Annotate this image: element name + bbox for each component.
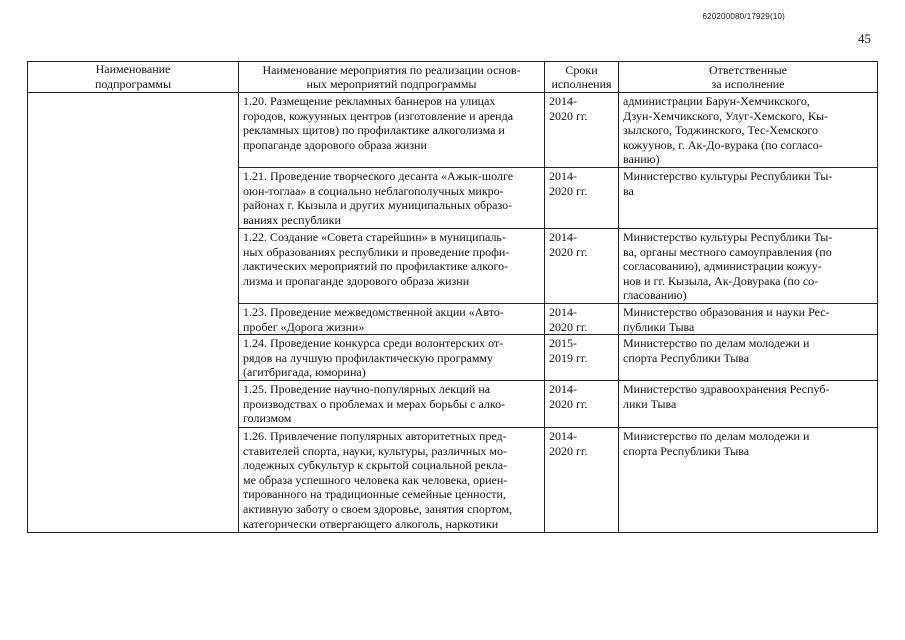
header-responsible [619, 62, 878, 93]
document-id: 620200080/17929(10) [702, 12, 785, 21]
cell-line: лизма и пропаганде здорового образа жизни [243, 273, 470, 288]
cell-line: 1.26. Привлечение популярных авторитетных пред- [243, 428, 507, 443]
responsible-cell [619, 167, 878, 228]
cell-line: 2014- [549, 381, 577, 396]
events-table [27, 61, 878, 533]
period-cell [545, 427, 619, 532]
cell-line: Министерство по делам молодежи и [623, 336, 810, 351]
cell-line: публики Тыва [623, 319, 695, 334]
cell-line: Министерство образования и науки Рес- [623, 304, 830, 319]
responsible-cell [619, 93, 878, 168]
cell-line: 2019 гг. [549, 350, 588, 365]
cell-line: ме образа успешного человека как человека, ориен- [243, 472, 508, 487]
cell-line: ванию) [623, 152, 660, 167]
page-number: 45 [858, 31, 871, 46]
cell-line: 2014- [549, 428, 577, 443]
subprogram-cell [28, 93, 239, 533]
header-line: Наименование мероприятия по реализации основ- [262, 62, 521, 77]
cell-line: Министерство культуры Республики Ты- [623, 229, 833, 244]
period-cell [545, 228, 619, 303]
cell-line: Министерство здравоохранения Респуб- [623, 381, 830, 396]
header-period [545, 62, 619, 93]
header-line: Сроки [565, 62, 598, 77]
cell-line: 2014- [549, 94, 577, 108]
cell-line: активную заботу о своем здоровье, занятия спортом, [243, 501, 513, 516]
cell-line: 2020 гг. [549, 396, 588, 411]
cell-line: 2020 гг. [549, 183, 588, 198]
cell-line: кожуунов, г. Ак-До-вурака (по согласо- [623, 137, 823, 152]
cell-line: пробег «Дорога жизни» [243, 319, 365, 334]
cell-line: 1.25. Проведение научно-популярных лекций на [243, 381, 491, 396]
event-cell [239, 167, 545, 228]
cell-line: голизмом [243, 411, 292, 426]
cell-line: согласованию), администрации кожуу- [623, 259, 822, 274]
cell-line: 1.20. Размещение рекламных баннеров на улицах [243, 94, 496, 108]
cell-line: 2014- [549, 304, 577, 319]
cell-line: 2020 гг. [549, 244, 588, 259]
cell-line: (агитбригада, юморина) [243, 365, 366, 380]
responsible-cell [619, 427, 878, 532]
cell-line: Министерство культуры Республики Ты- [623, 168, 833, 183]
cell-line: лактических мероприятий по профилактике алкого- [243, 259, 509, 274]
event-cell [239, 228, 545, 303]
event-cell [239, 335, 545, 381]
cell-line: администрации Барун-Хемчикского, [623, 94, 810, 108]
cell-line: 1.23. Проведение межведомственной акции «Авто- [243, 304, 504, 319]
cell-line: Министерство по делам молодежи и [623, 428, 810, 443]
cell-line: рекламных щитов) по профилактике алкоголизма и [243, 123, 505, 138]
responsible-cell [619, 335, 878, 381]
event-cell [239, 380, 545, 427]
period-cell [545, 380, 619, 427]
cell-line: 2015- [549, 336, 577, 351]
cell-line: производствах о проблемах и мерах борьбы с алко- [243, 396, 506, 411]
period-cell [545, 335, 619, 381]
header-line: за исполнение [711, 77, 785, 92]
period-cell [545, 303, 619, 334]
cell-line: тированного на традиционные семейные ценности, [243, 487, 506, 502]
cell-line: 1.24. Проведение конкурса среди волонтерских от- [243, 336, 504, 351]
header-line: исполнения [551, 77, 612, 92]
header-event [239, 62, 545, 93]
cell-line: городов, кожуунных центров (изготовление и аренда [243, 108, 514, 123]
cell-line: пропаганде здорового образа жизни [243, 137, 427, 152]
cell-line: 2020 гг. [549, 108, 588, 123]
cell-line: 1.21. Проведение творческого десанта «Ажык-шолге [243, 168, 514, 183]
cell-line: гласованию) [623, 288, 687, 303]
period-cell [545, 167, 619, 228]
event-cell [239, 93, 545, 168]
cell-line: ных образованиях республики и проведение профи- [243, 244, 510, 259]
event-cell [239, 303, 545, 334]
cell-line: ставителей спорта, науки, культуры, различных мо- [243, 443, 508, 458]
cell-line: нов и гг. Кызыла, Ак-Довурака (по со- [623, 273, 819, 288]
table-row [28, 93, 878, 168]
cell-line: 2020 гг. [549, 443, 588, 458]
cell-line: 2014- [549, 229, 577, 244]
cell-line: лодежных субкультур к скрытой социальной рекла- [243, 458, 508, 473]
table-header-row [28, 62, 878, 93]
cell-line: ваниях республики [243, 212, 341, 227]
cell-line: спорта Республики Тыва [623, 443, 750, 458]
cell-line: зылского, Тоджинского, Тес-Хемского [623, 123, 819, 138]
cell-line: 2020 гг. [549, 319, 588, 334]
cell-line: спорта Республики Тыва [623, 350, 750, 365]
responsible-cell [619, 380, 878, 427]
cell-line: рядов на лучшую профилактическую программу [243, 350, 494, 365]
header-line: Наименование [95, 62, 171, 77]
cell-line: районах г. Кызыла и других муниципальных образо- [243, 198, 513, 213]
cell-line: ва [623, 183, 634, 198]
cell-line: 2014- [549, 168, 577, 183]
responsible-cell [619, 303, 878, 334]
cell-line: категорически отвергающего алкоголь, наркотики [243, 516, 499, 531]
event-cell [239, 427, 545, 532]
cell-line: Дзун-Хемчикского, Улуг-Хемского, Кы- [623, 108, 829, 123]
cell-line: лики Тыва [623, 396, 677, 411]
header-line: подпрограммы [94, 77, 172, 91]
responsible-cell [619, 228, 878, 303]
cell-line: оюн-тоглаа» в социально неблагополучных микро- [243, 183, 504, 198]
header-line: ных мероприятий подпрограммы [306, 77, 477, 92]
cell-line: ва, органы местного самоуправления (по [623, 244, 832, 259]
table-body [28, 93, 878, 533]
cell-line: 1.22. Создание «Совета старейшин» в муниципаль- [243, 229, 506, 244]
period-cell [545, 93, 619, 168]
header-line: Ответственные [709, 62, 787, 77]
header-subprogram [28, 62, 239, 93]
